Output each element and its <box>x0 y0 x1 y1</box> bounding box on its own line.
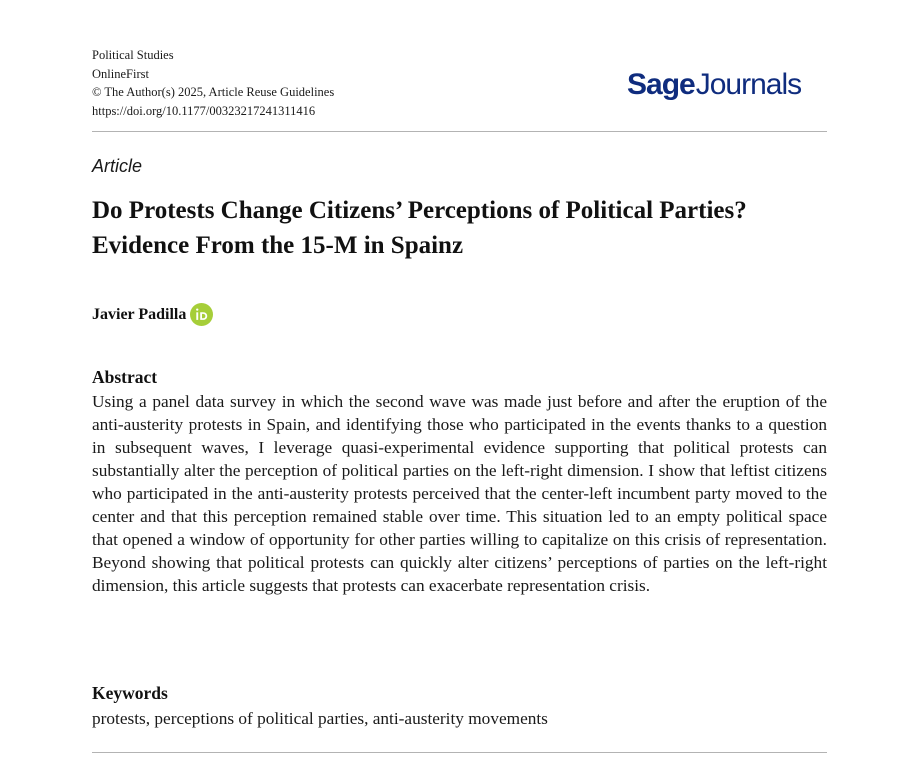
keywords-heading: Keywords <box>92 683 168 703</box>
copyright-notice[interactable]: © The Author(s) 2025, Article Reuse Guidelines <box>92 85 335 99</box>
keywords-list: protests, perceptions of political parties, anti-austerity movements <box>92 709 548 728</box>
author-name[interactable]: Javier Padilla <box>92 305 187 323</box>
footer-divider <box>92 752 827 753</box>
journal-name[interactable]: Political Studies <box>92 48 174 62</box>
abstract-heading: Abstract <box>92 367 158 387</box>
publication-info <box>92 46 334 120</box>
article-type-label: Article <box>92 156 143 176</box>
header-divider <box>92 131 827 132</box>
author-line <box>92 303 213 326</box>
logo-journals-text: Journals <box>695 68 802 101</box>
article-title: Do Protests Change Citizens’ Perceptions of Political Parties? Evidence From the 15-M in Spainz <box>92 197 747 259</box>
doi-link[interactable]: https://doi.org/10.1177/00323217241311416 <box>92 103 316 118</box>
logo-sage-text: Sage <box>627 68 695 101</box>
publication-status: OnlineFirst <box>92 66 149 81</box>
sage-journals-logo[interactable] <box>627 63 827 107</box>
orcid-icon[interactable] <box>190 303 213 326</box>
abstract-text: Using a panel data survey in which the second wave was made just before and after the eruption of the anti-austerity protests in Spain, and identifying those who participated in the events thanks to a question in subsequent waves, I leverage quasi-experimental evidence supporting that political protests can substantially alter the perception of political parties on the left-right dimension. I show that leftist citizens who participated in the anti-austerity protests perceived that the center-left incumbent party moved to the center and that this perception remained stable over time. This situation led to an empty political space that opened a window of opportunity for other parties willing to capitalize on this crisis of representation. Beyond showing that political protests can quickly alter citizens’ perceptions of parties on the left-right dimension, this article suggests that protests can exacerbate representation crisis. <box>92 392 827 595</box>
